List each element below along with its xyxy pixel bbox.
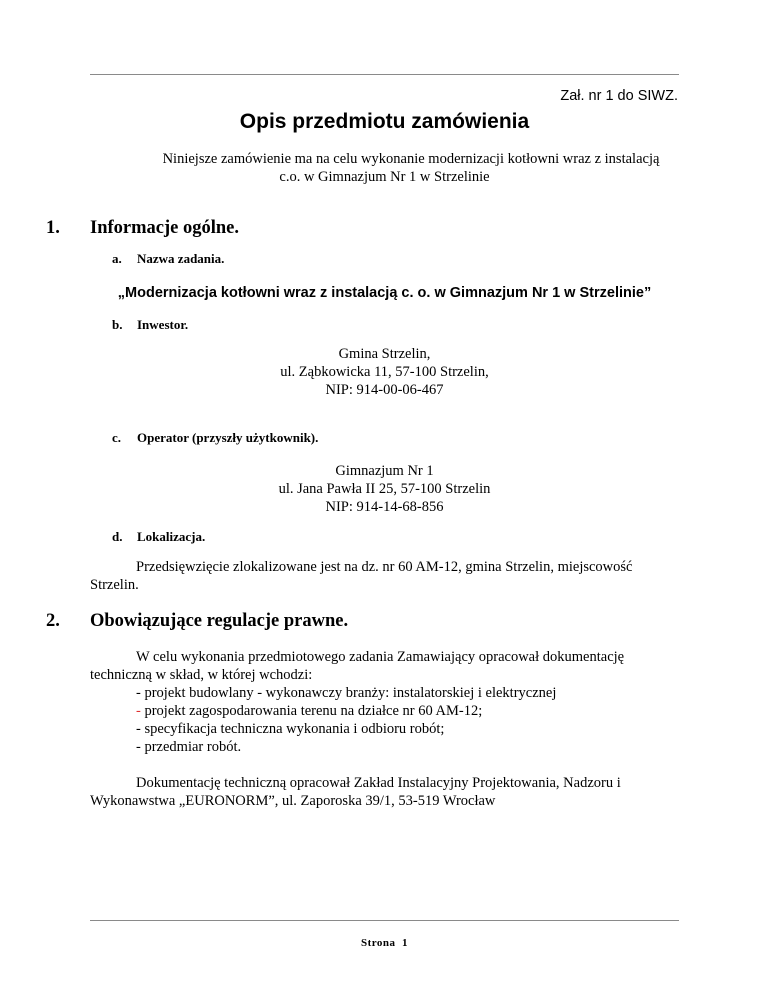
list-item-dash: - (136, 739, 141, 755)
list-item (136, 720, 444, 738)
subsection-b-title: Inwestor. (137, 317, 189, 332)
section-2-number: 2. (46, 611, 60, 631)
operator-line-1: Gimnazjum Nr 1 (335, 463, 434, 479)
subsection-a-label: a. (112, 251, 122, 266)
operator-line-2: ul. Jana Pawła II 25, 57-100 Strzelin (278, 481, 491, 497)
list-item (136, 684, 556, 702)
list-item-text: projekt zagospodarowania terenu na działce nr 60 AM-12; (140, 703, 483, 719)
section-1-title: Informacje ogólne. (90, 218, 239, 238)
regulations-line-2: techniczną w skład, w której wchodzi: (90, 667, 313, 683)
section-1-number: 1. (46, 218, 60, 238)
list-item-dash: - (136, 721, 141, 737)
subsection-c-label: c. (112, 430, 122, 445)
list-item-text: przedmiar robót. (140, 739, 242, 755)
operator-line-3: NIP: 914-14-68-856 (325, 499, 444, 515)
page-label: Strona (360, 937, 396, 949)
list-item-dash: - (136, 685, 141, 701)
page-footer (90, 937, 679, 949)
location-line-1: Przedsięwzięcie zlokalizowane jest na dz. nr 60 AM-12, gmina Strzelin, miejscowość (136, 559, 633, 575)
task-name: „Modernizacja kotłowni wraz z instalacją c. o. w Gimnazjum Nr 1 w Strzelinie” (117, 285, 652, 301)
intro-line-2: c.o. w Gimnazjum Nr 1 w Strzelinie (279, 169, 490, 185)
subsection-a-title: Nazwa zadania. (137, 251, 225, 266)
footer-rule (90, 920, 679, 921)
header-rule (90, 74, 679, 75)
attachment-note: Zał. nr 1 do SIWZ. (560, 88, 678, 104)
subsection-d-title: Lokalizacja. (137, 529, 206, 544)
documentation-line-2: Wykonawstwa „EURONORM”, ul. Zaporoska 39/1, 53-519 Wrocław (90, 793, 496, 809)
location-line-2: Strzelin. (90, 577, 139, 593)
documentation-line-1: Dokumentację techniczną opracował Zakład Instalacyjny Projektowania, Nadzoru i (136, 775, 621, 791)
list-item (136, 702, 482, 720)
investor-line-1: Gmina Strzelin, (338, 346, 431, 362)
investor-line-3: NIP: 914-00-06-467 (325, 382, 444, 398)
list-item-dash-highlighted: - (136, 703, 141, 719)
subsection-c-title: Operator (przyszły użytkownik). (137, 430, 319, 445)
intro-line-1: Niniejsze zamówienie ma na celu wykonanie modernizacji kotłowni wraz z instalacją (162, 151, 660, 167)
regulations-line-1: W celu wykonania przedmiotowego zadania Zamawiający opracował dokumentację (136, 649, 625, 665)
subsection-d-label: d. (112, 529, 123, 544)
section-2-title: Obowiązujące regulacje prawne. (90, 611, 349, 631)
investor-line-2: ul. Ząbkowicka 11, 57-100 Strzelin, (280, 364, 489, 380)
subsection-b-label: b. (112, 317, 123, 332)
page-title: Opis przedmiotu zamówienia (239, 110, 530, 133)
page-number: 1 (402, 937, 409, 949)
list-item (136, 738, 241, 756)
list-item-text: specyfikacja techniczna wykonania i odbioru robót; (140, 721, 445, 737)
list-item-text: projekt budowlany - wykonawczy branży: instalatorskiej i elektrycznej (140, 685, 557, 701)
